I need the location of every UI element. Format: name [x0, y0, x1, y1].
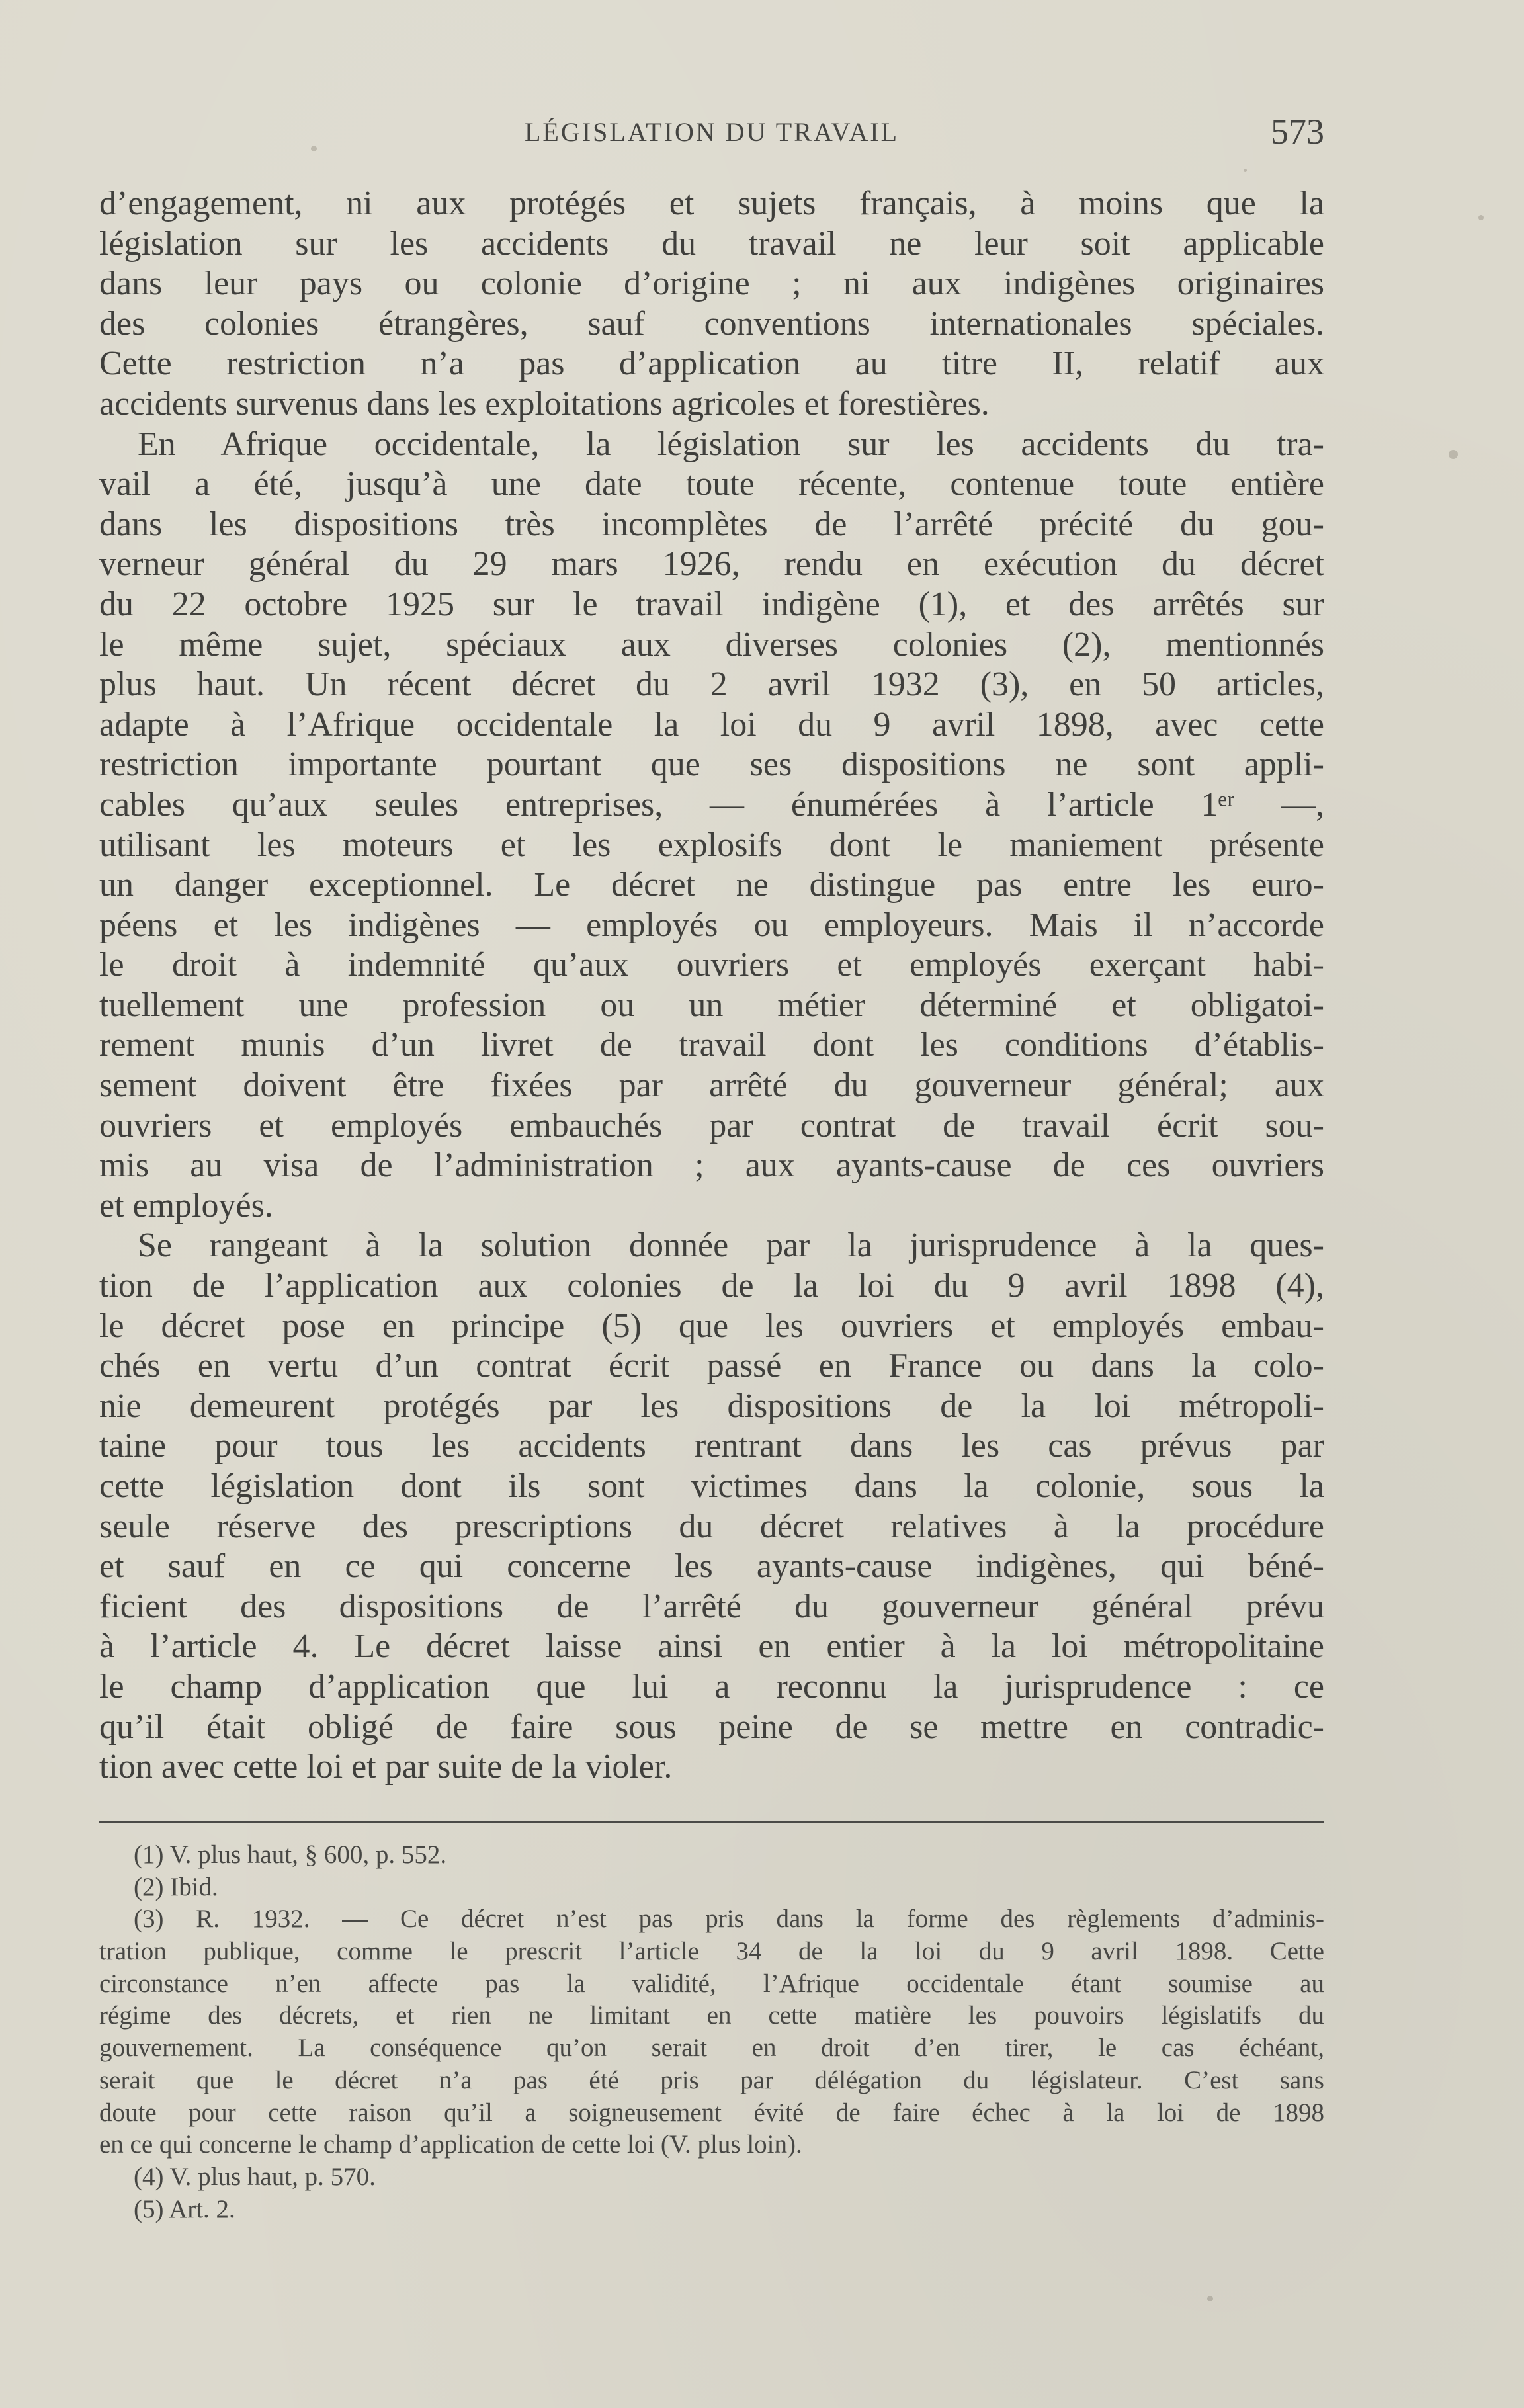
text-line: rement munis d’un livret de travail dont les conditions d’établis- [99, 1026, 1324, 1064]
text-line: d’engagement, ni aux protégés et sujets français, à moins que la [99, 185, 1324, 222]
text-line: mis au visa de l’administration ; aux ayants-cause de ces ouvriers [99, 1146, 1324, 1185]
footnote-line: en ce qui concerne le champ d’application de cette loi (V. plus loin). [99, 2130, 802, 2159]
text-line: tion avec cette loi et par suite de la violer. [99, 1748, 673, 1786]
text-line: le champ d’application que lui a reconnu la jurisprudence : ce [99, 1667, 1324, 1705]
page-number: 573 [1271, 112, 1324, 151]
text-line: seule réserve des prescriptions du décret relatives à la procédure [99, 1507, 1324, 1545]
text-line: et sauf en ce qui concerne les ayants-cause indigènes, qui béné- [99, 1547, 1324, 1586]
text-line: nie demeurent protégés par les dispositions de la loi métropoli- [99, 1387, 1324, 1425]
footnote-line: circonstance n’en affecte pas la validité, l’Afrique occidentale étant soumise au [99, 1969, 1324, 1998]
text-line: le même sujet, spéciaux aux diverses colonies (2), mentionnés [99, 625, 1324, 664]
paper-speck [1244, 169, 1247, 172]
text-line: qu’il était obligé de faire sous peine de se mettre en contradic- [99, 1707, 1324, 1746]
text-line: sement doivent être fixées par arrêté du gouverneur général; aux [99, 1066, 1324, 1105]
paper-speck [1449, 450, 1458, 459]
footnote-line: (3) R. 1932. — Ce décret n’est pas pris dans la forme des règlements d’adminis- [134, 1905, 1324, 1934]
text-line: Se rangeant à la solution donnée par la jurisprudence à la ques- [138, 1226, 1324, 1265]
paper-speck [1478, 215, 1484, 220]
text-line: Cette restriction n’a pas d’application au titre II, relatif aux [99, 345, 1324, 383]
text-line: dans les dispositions très incomplètes de l’arrêté précité du gou- [99, 505, 1324, 543]
text-line: tion de l’application aux colonies de la loi du 9 avril 1898 (4), [99, 1267, 1324, 1305]
text-line: restriction importante pourtant que ses dispositions ne sont appli- [99, 746, 1324, 784]
page-header [99, 111, 1324, 157]
text-line: à l’article 4. Le décret laisse ainsi en entier à la loi métropolitaine [99, 1627, 1324, 1666]
paper-speck [1207, 2296, 1213, 2301]
text-line: du 22 octobre 1925 sur le travail indigène (1), et des arrêtés sur [99, 585, 1324, 623]
text-line: ouvriers et employés embauchés par contrat de travail écrit sou- [99, 1106, 1324, 1144]
footnote-line: doute pour cette raison qu’il a soigneusement évité de faire échec à la loi de 1898 [99, 2098, 1324, 2127]
text-line: utilisant les moteurs et les explosifs dont le maniement présente [99, 826, 1324, 864]
text-line: vail a été, jusqu’à une date toute récente, contenue toute entière [99, 465, 1324, 503]
text-line: le décret pose en principe (5) que les ouvriers et employés embau- [99, 1307, 1324, 1345]
body-text [99, 184, 1324, 1787]
paper-speck [311, 146, 317, 151]
text-line: plus haut. Un récent décret du 2 avril 1932 (3), en 50 articles, [99, 666, 1324, 704]
text-line: En Afrique occidentale, la législation sur les accidents du tra- [138, 425, 1324, 463]
footnote-line: tration publique, comme le prescrit l’article 34 de la loi du 9 avril 1898. Cette [99, 1937, 1324, 1966]
footnote-separator [99, 1821, 1324, 1823]
footnote-line: (4) V. plus haut, p. 570. [134, 2162, 376, 2191]
text-line: législation sur les accidents du travail ne leur soit applicable [99, 224, 1324, 263]
text-line: verneur général du 29 mars 1926, rendu en exécution du décret [99, 545, 1324, 583]
text-line: et employés. [99, 1186, 273, 1225]
footnote-line: (2) Ibid. [134, 1872, 218, 1901]
text-line: un danger exceptionnel. Le décret ne distingue pas entre les euro- [99, 866, 1324, 904]
text-line: ficient des dispositions de l’arrêté du gouverneur général prévu [99, 1587, 1324, 1625]
footnotes [99, 1839, 1324, 2225]
text-line: taine pour tous les accidents rentrant dans les cas prévus par [99, 1427, 1324, 1465]
text-line: chés en vertu d’un contrat écrit passé en France ou dans la colo- [99, 1347, 1324, 1385]
footnote-line: régime des décrets, et rien ne limitant en cette matière les pouvoirs législatifs du [99, 2001, 1324, 2030]
text-line: des colonies étrangères, sauf conventions internationales spéciales. [99, 304, 1324, 343]
footnote-line: gouvernement. La conséquence qu’on serait en droit d’en tirer, le cas échéant, [99, 2034, 1324, 2063]
running-title: LÉGISLATION DU TRAVAIL [525, 117, 899, 147]
text-line: adapte à l’Afrique occidentale la loi du 9 avril 1898, avec cette [99, 705, 1324, 744]
text-line: cette législation dont ils sont victimes dans la colonie, sous la [99, 1467, 1324, 1505]
footnote-line: (5) Art. 2. [134, 2194, 235, 2223]
text-line: péens et les indigènes — employés ou employeurs. Mais il n’accorde [99, 906, 1324, 944]
text-line: accidents survenus dans les exploitations agricoles et forestières. [99, 384, 990, 423]
text-line: tuellement une profession ou un métier déterminé et obligatoi- [99, 986, 1324, 1024]
text-line: le droit à indemnité qu’aux ouvriers et employés exerçant habi- [99, 946, 1324, 984]
text-line: cables qu’aux seules entreprises, — énumérées à l’article 1ᵉʳ —, [99, 785, 1324, 824]
footnote-line: (1) V. plus haut, § 600, p. 552. [134, 1840, 447, 1869]
footnote-line: serait que le décret n’a pas été pris par délégation du législateur. C’est sans [99, 2065, 1324, 2094]
text-line: dans leur pays ou colonie d’origine ; ni aux indigènes originaires [99, 265, 1324, 303]
